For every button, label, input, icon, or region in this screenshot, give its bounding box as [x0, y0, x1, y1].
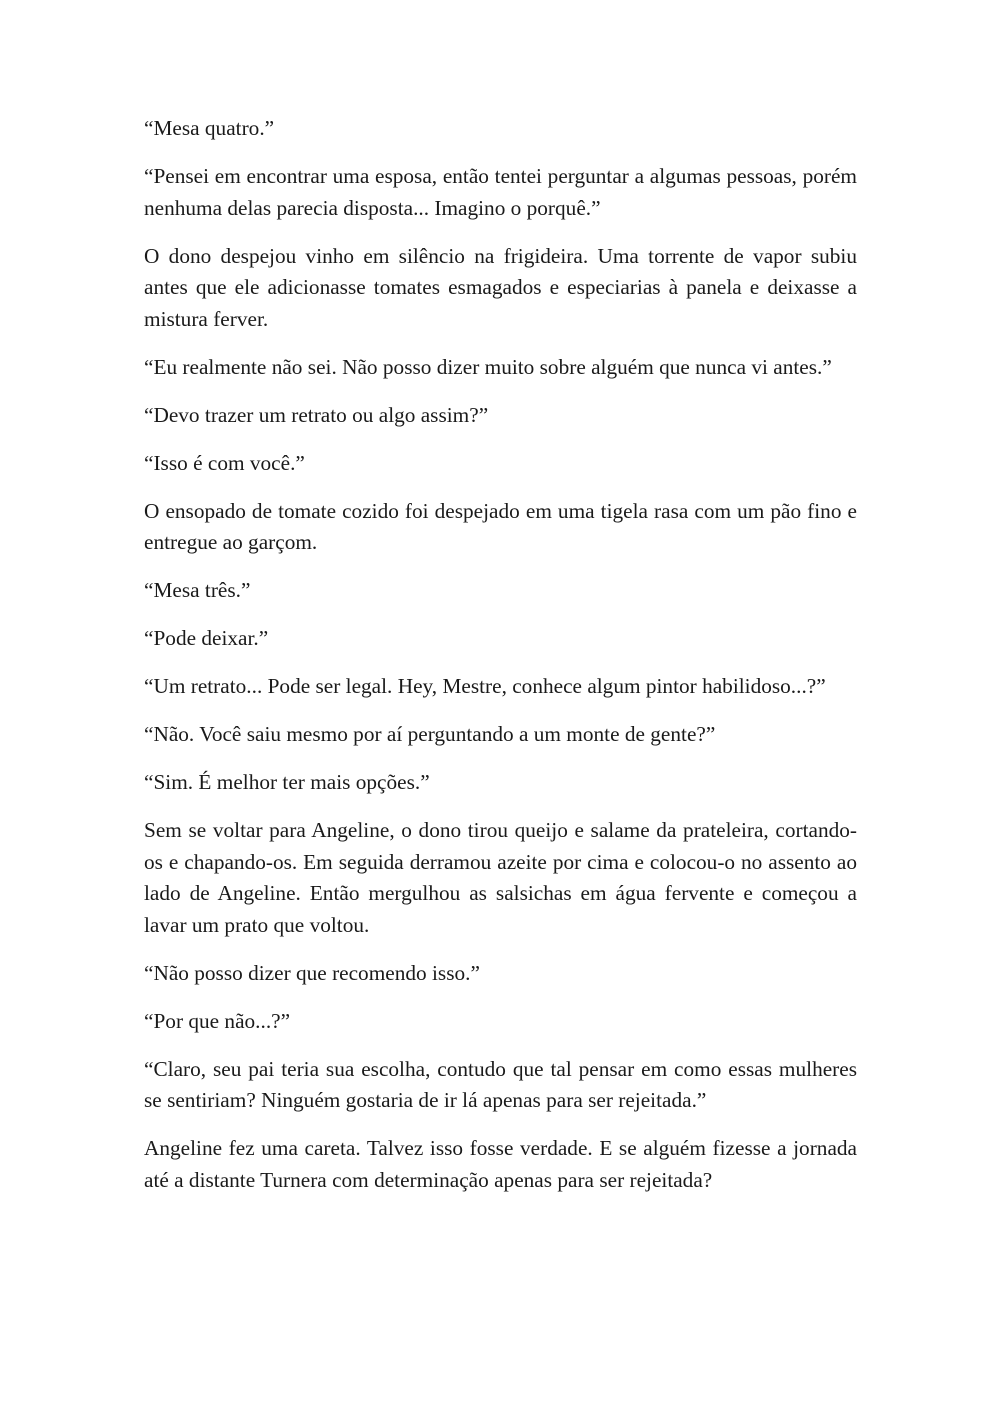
paragraph: “Por que não...?”	[144, 1008, 291, 1033]
document-page	[144, 113, 857, 1213]
paragraph: “Sim. É melhor ter mais opções.”	[144, 770, 430, 794]
paragraph: “Mesa quatro.”	[144, 116, 275, 140]
paragraph: “Pensei em encontrar uma esposa, então tentei perguntar a algumas pessoas, porém nenhuma delas parecia disposta... Imagino o porquê.”	[144, 164, 857, 220]
paragraph: “Mesa três.”	[144, 578, 251, 602]
paragraph: “Isso é com você.”	[144, 450, 305, 475]
paragraph: “Não posso dizer que recomendo isso.”	[144, 960, 480, 985]
paragraph: O ensopado de tomate cozido foi despejado em uma tigela rasa com um pão fino e entregue ao garçom.	[144, 498, 857, 554]
paragraph: “Pode deixar.”	[144, 626, 269, 650]
paragraph: “Claro, seu pai teria sua escolha, contudo que tal pensar em como essas mulheres se sentiriam? Ninguém gostaria de ir lá apenas para ser rejeitada.”	[144, 1056, 857, 1112]
paragraph: “Devo trazer um retrato ou algo assim?”	[144, 402, 489, 427]
paragraph: “Um retrato... Pode ser legal. Hey, Mestre, conhece algum pintor habilidoso...?”	[144, 674, 826, 698]
paragraph: Sem se voltar para Angeline, o dono tirou queijo e salame da prateleira, cortando-os e chapando-os. Em seguida derramou azeite por cima e colocou-o no assento ao lado de Angeline. Então mergulhou as salsichas em água fervente e começou a lavar um prato que voltou.	[144, 818, 857, 937]
paragraph: “Eu realmente não sei. Não posso dizer muito sobre alguém que nunca vi antes.”	[144, 354, 832, 379]
paragraph: Angeline fez uma careta. Talvez isso fosse verdade. E se alguém fizesse a jornada até a distante Turnera com determinação apenas para ser rejeitada?	[144, 1136, 857, 1192]
paragraph: “Não. Você saiu mesmo por aí perguntando a um monte de gente?”	[144, 722, 716, 746]
paragraph: O dono despejou vinho em silêncio na frigideira. Uma torrente de vapor subiu antes que ele adicionasse tomates esmagados e especiarias à panela e deixasse a mistura ferver.	[144, 243, 857, 331]
